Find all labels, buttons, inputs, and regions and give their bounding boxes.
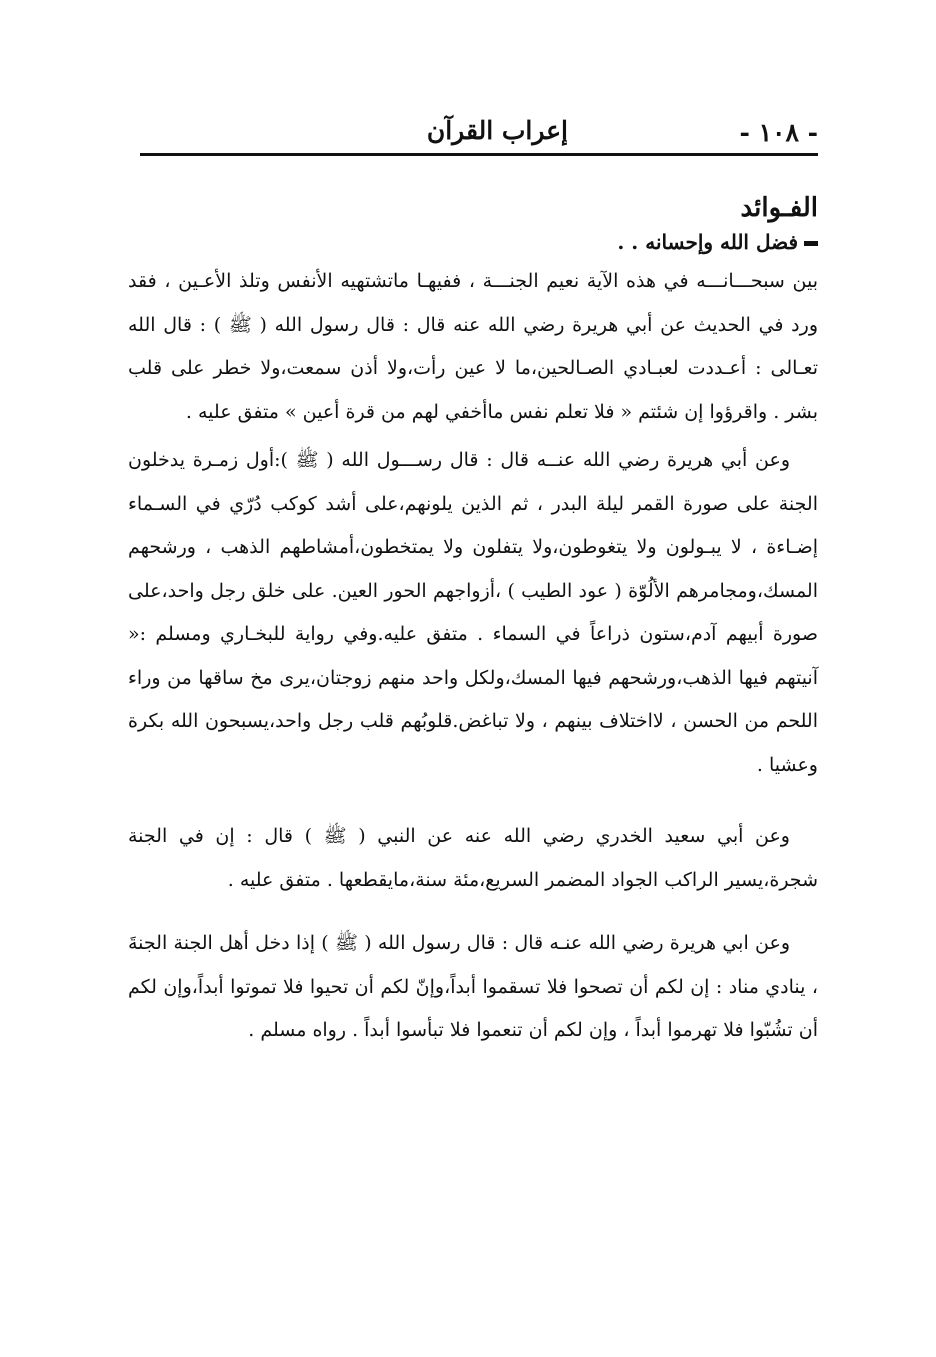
subtitle bbox=[128, 226, 818, 258]
page-body bbox=[128, 190, 818, 1053]
book-title: إعراب القرآن bbox=[426, 116, 568, 145]
page-header bbox=[140, 112, 818, 156]
paragraph-4: وعن ابي هريرة رضي الله عنـه قال : قال رسول الله ( ﷺ ) إذا دخل أهل الجنة الجنةَ ، ينادي مناد : إن لكم أن تصحوا فلا تسقموا أبداً،وإنّ لكم أن تحيوا فلا تموتوا أبداً،وإن لكم أن تشُبّوا فلا تهرموا أبداً ، وإن لكم أن تنعموا فلا تبأسوا أبداً . رواه مسلم . bbox=[128, 932, 818, 1041]
header-divider bbox=[140, 153, 818, 156]
paragraph-1: بين سبحـــانـــه في هذه الآية نعيم الجنـــة ، ففيهـا ماتشتهيه الأنفس وتلذ الأعـين ، فقد ورد في الحديث عن أبي هريرة رضي الله عنه قال : قال رسول الله ( ﷺ ) : قال الله تعـالى : أعـددت لعبـادي الصـالحين،ما لا عين رأت،ولا أذن سمعت،ولا خطر على قلب بشر . واقرؤوا إن شئتم « فلا تعلم نفس ماأخفي لهم من قرة أعين » متفق عليه . bbox=[128, 270, 818, 423]
paragraph-3: وعن أبي سعيد الخدري رضي الله عنه عن النبي ( ﷺ ) قال : إن في الجنة شجرة،يسير الراكب الجواد المضمر السريع،مئة سنة،مايقطعها . متفق عليه . bbox=[128, 825, 818, 891]
subtitle-text: فضل الله وإحسانه . . bbox=[617, 230, 798, 254]
paragraph-2: وعن أبي هريرة رضي الله عنــه قال : قال رســـول الله ( ﷺ ):أول زمـرة يدخلون الجنة على صورة القمر ليلة البدر ، ثم الذين يلونهم،على أشد كوكب دُرّي في السـماء إضـاءة ، لا يبـولون ولا يتغوطون،ولا يتفلون ولا يمتخطون،أمشاطهم الذهب ، ورشحهم المسك،ومجامرهم الألُوّة ( عود الطيب ) ،أزواجهم الحور العين. على خلق رجل واحد،على صورة أبيهم آدم،ستون ذراعاً في السماء . متفق عليه.وفي رواية للبخـاري ومسلم :« آنيتهم فيها الذهب،ورشحهم فيها المسك،ولكل واحد منهم زوجتان،يرى مخ ساقها من وراء اللحم من الحسن ، لااختلاف بينهم ، ولا تباغض.قلوبُهم قلب رجل واحد،يسبحون الله بكرة وعشيا . bbox=[128, 449, 818, 776]
section-title: الفـوائد bbox=[740, 193, 818, 223]
dash-bullet bbox=[804, 241, 818, 246]
page-number: - ١٠٨ - bbox=[739, 118, 818, 147]
